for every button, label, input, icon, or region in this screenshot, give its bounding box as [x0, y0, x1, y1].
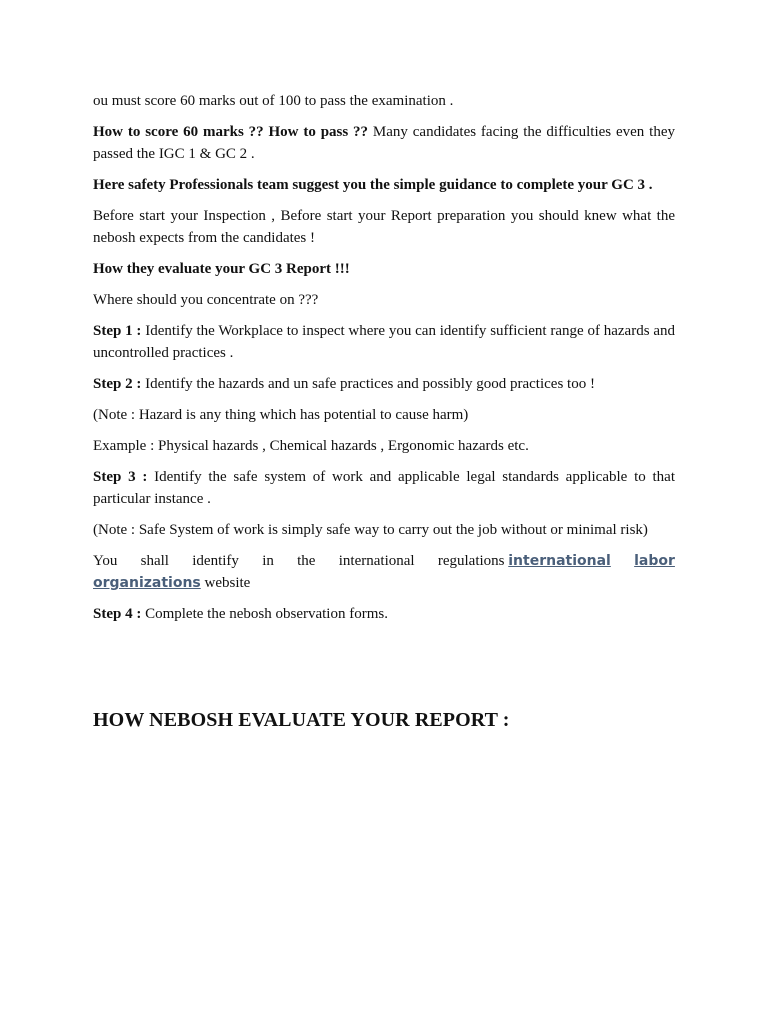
- paragraph-step-3: [93, 466, 675, 510]
- pass-mark-text: ou must score 60 marks out of 100 to pass the examination .: [93, 93, 454, 109]
- paragraph-how-to-score: [93, 121, 675, 165]
- paragraph-step-4: [93, 603, 675, 625]
- ilo-word-international: international: [338, 553, 415, 569]
- ilo-word-you: You: [93, 553, 118, 569]
- ilo-word-in: in: [262, 553, 274, 569]
- how-to-score-text: Many candidates facing the difficulties even they passed the IGC 1 & GC 2 .: [93, 124, 675, 162]
- step-2-label: Step 2 :: [93, 376, 142, 392]
- paragraph-guidance: [93, 174, 675, 196]
- ilo-link-international[interactable]: international: [508, 553, 611, 569]
- paragraph-evaluate-question: [93, 258, 675, 280]
- evaluate-question-text: How they evaluate your GC 3 Report !!!: [93, 261, 350, 277]
- step-4-text: Complete the nebosh observation forms.: [141, 606, 388, 622]
- step-1-text: Identify the Workplace to inspect where you can identify sufficient range of hazards and uncontrolled practices .: [93, 323, 675, 361]
- paragraph-step-2: [93, 373, 675, 395]
- section-heading: HOW NEBOSH EVALUATE YOUR REPORT :: [93, 709, 510, 731]
- note-hazard-text: (Note : Hazard is any thing which has potential to cause harm): [93, 407, 469, 423]
- before-start-text: Before start your Inspection , Before start your Report preparation you should knew what the nebosh expects from the candidates !: [93, 208, 675, 246]
- paragraph-note-safe-system: [93, 519, 675, 541]
- ilo-word-identify: identify: [192, 553, 239, 569]
- ilo-word-the: the: [297, 553, 316, 569]
- guidance-text: Here safety Professionals team suggest you the simple guidance to complete your GC 3 .: [93, 177, 653, 193]
- how-to-score-question: How to score 60 marks ?? How to pass ??: [93, 124, 369, 140]
- ilo-word-regulations-and-link: [438, 550, 611, 572]
- step-4-label: Step 4 :: [93, 606, 142, 622]
- ilo-link-labor[interactable]: labor: [634, 553, 675, 569]
- ilo-first-line: [93, 550, 675, 572]
- step-1-label: Step 1 :: [93, 323, 142, 339]
- ilo-word-regulations: regulations: [437, 553, 505, 569]
- example-text: Example : Physical hazards , Chemical hazards , Ergonomic hazards etc.: [93, 438, 529, 454]
- ilo-after-text: website: [200, 575, 251, 591]
- paragraph-ilo: [93, 550, 675, 594]
- ilo-link-organizations[interactable]: organizations: [93, 575, 201, 591]
- note-safe-system-text: (Note : Safe System of work is simply safe way to carry out the job without or minimal risk): [93, 522, 648, 538]
- paragraph-concentrate: [93, 289, 675, 311]
- step-3-label: Step 3 :: [93, 469, 148, 485]
- paragraph-pass-mark: [93, 90, 675, 112]
- paragraph-before-start: [93, 205, 675, 249]
- paragraph-step-1: [93, 320, 675, 364]
- paragraph-example: [93, 435, 675, 457]
- paragraph-note-hazard: [93, 404, 675, 426]
- step-3-text: Identify the safe system of work and applicable legal standards applicable to that particular instance .: [93, 469, 675, 507]
- document-body: [93, 90, 675, 634]
- concentrate-text: Where should you concentrate on ???: [93, 292, 319, 308]
- step-2-text: Identify the hazards and un safe practices and possibly good practices too !: [141, 376, 595, 392]
- ilo-second-line: [93, 572, 675, 594]
- ilo-word-shall: shall: [140, 553, 169, 569]
